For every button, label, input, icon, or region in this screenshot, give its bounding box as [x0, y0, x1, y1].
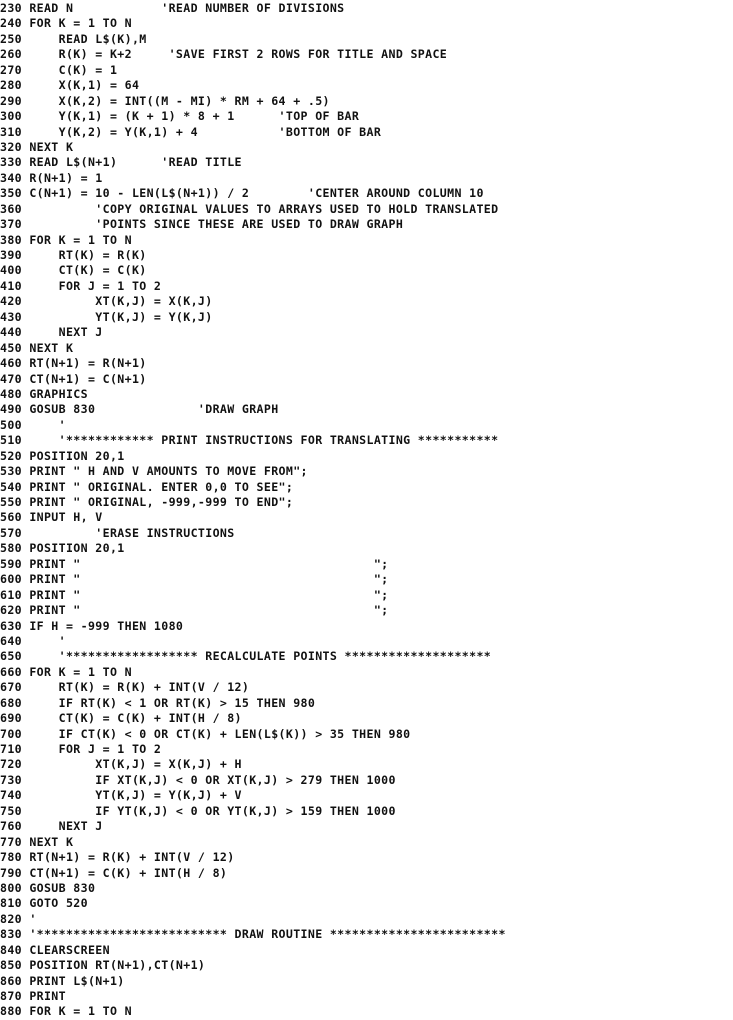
code-line: 290 X(K,2) = INT((M - MI) * RM + 64 + .5) [0, 93, 330, 108]
code-line: 760 NEXT J [0, 819, 103, 834]
code-line: 430 YT(K,J) = Y(K,J) [0, 309, 213, 324]
code-line: 600 PRINT " "; [0, 572, 389, 587]
code-line: 630 IF H = -999 THEN 1080 [0, 618, 184, 633]
code-line: 370 'POINTS SINCE THESE ARE USED TO DRAW GRAPH [0, 217, 404, 232]
code-line: 230 READ N 'READ NUMBER OF DIVISIONS [0, 1, 345, 15]
code-line: 810 GOTO 520 [0, 896, 88, 911]
code-line: 270 C(K) = 1 [0, 62, 118, 77]
code-line: 530 PRINT " H AND V AMOUNTS TO MOVE FROM"; [0, 464, 308, 479]
code-line: 670 RT(K) = R(K) + INT(V / 12) [0, 680, 250, 695]
code-line: 700 IF CT(K) < 0 OR CT(K) + LEN(L$(K)) > 35 THEN 980 [0, 726, 411, 741]
code-line: 520 POSITION 20,1 [0, 448, 125, 463]
code-line: 410 FOR J = 1 TO 2 [0, 278, 162, 293]
code-line: 510 '************ PRINT INSTRUCTIONS FOR TRANSLATING *********** [0, 433, 499, 448]
code-line: 340 R(N+1) = 1 [0, 170, 103, 185]
code-line: 470 CT(N+1) = C(N+1) [0, 371, 147, 386]
code-line: 400 CT(K) = C(K) [0, 263, 147, 278]
code-line: 480 GRAPHICS [0, 386, 88, 401]
code-line: 450 NEXT K [0, 340, 74, 355]
code-line: 750 IF YT(K,J) < 0 OR YT(K,J) > 159 THEN 1000 [0, 803, 396, 818]
code-line: 850 POSITION RT(N+1),CT(N+1) [0, 958, 206, 973]
code-line: 580 POSITION 20,1 [0, 541, 125, 556]
code-line: 260 R(K) = K+2 'SAVE FIRST 2 ROWS FOR TITLE AND SPACE [0, 47, 448, 62]
code-line: 500 ' [0, 417, 66, 432]
code-line: 770 NEXT K [0, 834, 74, 849]
code-line: 460 RT(N+1) = R(N+1) [0, 356, 147, 371]
code-line: 590 PRINT " "; [0, 556, 389, 571]
code-line: 320 NEXT K [0, 139, 74, 154]
code-line: 720 XT(K,J) = X(K,J) + H [0, 757, 242, 772]
code-line: 620 PRINT " "; [0, 603, 389, 618]
code-line: 870 PRINT [0, 989, 66, 1003]
code-line: 360 'COPY ORIGINAL VALUES TO ARRAYS USED TO HOLD TRANSLATED [0, 201, 499, 216]
code-line: 610 PRINT " "; [0, 587, 389, 602]
code-line: 710 FOR J = 1 TO 2 [0, 742, 162, 756]
code-line: 880 FOR K = 1 TO N [0, 1004, 132, 1019]
code-line: 250 READ L$(K),M [0, 31, 147, 46]
code-line: 860 PRINT L$(N+1) [0, 973, 125, 988]
code-line: 740 YT(K,J) = Y(K,J) + V [0, 788, 242, 803]
code-line: 540 PRINT " ORIGINAL. ENTER 0,0 TO SEE"; [0, 479, 294, 494]
code-line: 820 ' [0, 911, 37, 926]
code-line: 570 'ERASE INSTRUCTIONS [0, 525, 235, 540]
code-line: 310 Y(K,2) = Y(K,1) + 4 'BOTTOM OF BAR [0, 124, 382, 139]
code-line: 790 CT(N+1) = C(K) + INT(H / 8) [0, 865, 228, 880]
code-line: 560 INPUT H, V [0, 510, 103, 525]
code-line: 550 PRINT " ORIGINAL, -999,-999 TO END"; [0, 495, 294, 509]
code-line: 380 FOR K = 1 TO N [0, 232, 132, 247]
code-line: 780 RT(N+1) = R(K) + INT(V / 12) [0, 850, 235, 865]
code-line: 300 Y(K,1) = (K + 1) * 8 + 1 'TOP OF BAR [0, 109, 360, 124]
code-line: 490 GOSUB 830 'DRAW GRAPH [0, 402, 279, 417]
code-line: 330 READ L$(N+1) 'READ TITLE [0, 155, 242, 170]
code-line: 280 X(K,1) = 64 [0, 78, 140, 93]
code-line: 440 NEXT J [0, 325, 103, 340]
code-line: 690 CT(K) = C(K) + INT(H / 8) [0, 711, 242, 726]
code-line: 350 C(N+1) = 10 - LEN(L$(N+1)) / 2 'CENTER AROUND COLUMN 10 [0, 186, 484, 201]
code-line: 390 RT(K) = R(K) [0, 248, 147, 262]
code-line: 840 CLEARSCREEN [0, 942, 110, 957]
code-line: 660 FOR K = 1 TO N [0, 664, 132, 679]
code-line: 730 IF XT(K,J) < 0 OR XT(K,J) > 279 THEN 1000 [0, 772, 396, 787]
code-line: 830 '************************** DRAW ROUTINE ************************ [0, 927, 506, 942]
code-line: 680 IF RT(K) < 1 OR RT(K) > 15 THEN 980 [0, 695, 316, 710]
code-line: 420 XT(K,J) = X(K,J) [0, 294, 213, 309]
code-line: 240 FOR K = 1 TO N [0, 16, 132, 31]
code-line: 640 ' [0, 633, 66, 648]
code-line: 650 '****************** RECALCULATE POINTS ******************** [0, 649, 492, 664]
code-line: 800 GOSUB 830 [0, 880, 96, 895]
